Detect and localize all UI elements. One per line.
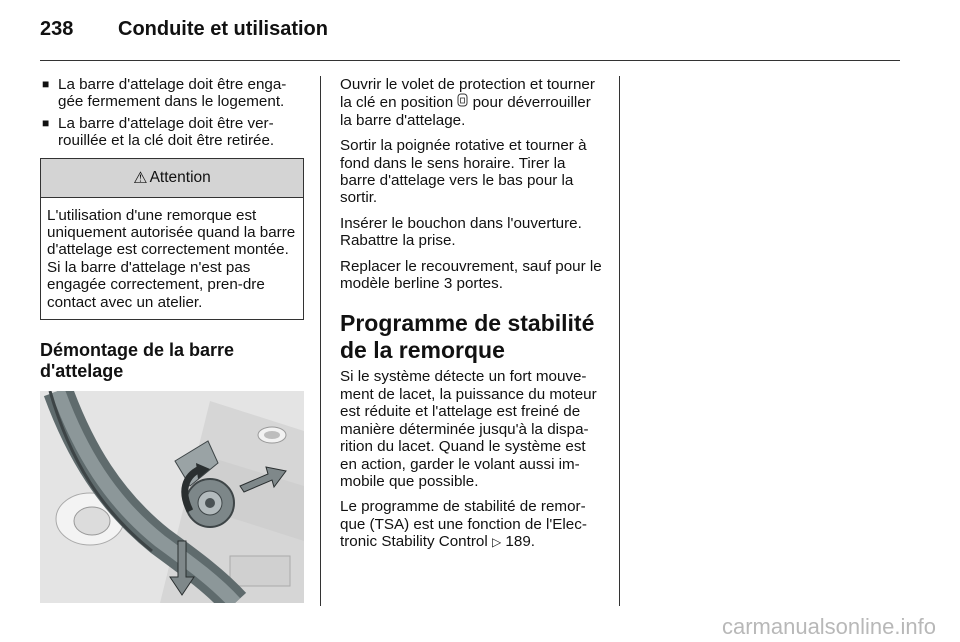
page-number: 238: [40, 18, 74, 40]
section-heading: Programme de stabilité de la remorque: [340, 310, 595, 364]
column-left: [40, 76, 304, 603]
page-reference-link[interactable]: 189.: [505, 533, 535, 551]
cross-reference-icon: ▷: [491, 535, 502, 550]
paragraph: Si le système détecte un fort mouve-ment de lacet, la puissance du moteur est réduite et l'attelage est freiné de manière déterminée jusqu'à la dispa-rition du lacet. Quand le système est en action, garder le volant aussi im-mobile que possible.: [340, 368, 597, 490]
header-rule: [40, 60, 900, 61]
attention-header: [41, 159, 303, 198]
paragraph: Replacer le recouvrement, sauf pour le modèle berline 3 portes.: [340, 257, 602, 293]
key-unlock-icon: [457, 93, 468, 111]
warning-icon: ⚠: [133, 169, 148, 187]
bullet-list: [40, 76, 304, 150]
paragraph: Insérer le bouchon dans l'ouverture. Rabattre la prise.: [340, 214, 582, 250]
column-divider-left: [320, 76, 321, 606]
column-right: [340, 76, 604, 560]
list-item: ■ La barre d'attelage doit être ver-rouillée et la clé doit être retirée.: [42, 114, 275, 150]
bullet-square-icon: ■: [42, 77, 50, 91]
list-item: ■ La barre d'attelage doit être enga-gée fermement dans le logement.: [42, 76, 287, 111]
towbar-removal-illustration: [40, 391, 304, 603]
attention-text: L'utilisation d'une remorque est uniquement autorisée quand la barre d'attelage est correctement montée. Si la barre d'attelage n'est pas engagée correctement, pren-dre contact avec un atelier.: [47, 206, 296, 311]
attention-title: Attention: [149, 168, 211, 186]
section-heading: Démontage de la barre d'attelage: [40, 340, 235, 382]
paragraph: Sortir la poignée rotative et tourner à fond dans le sens horaire. Tirer la barre d'attelage vers le bas pour la sortir.: [340, 137, 587, 207]
paragraph: Le programme de stabilité de remor-que (TSA) est une fonction de l'Elec-tronic Stability Control ▷ 189.: [340, 498, 587, 551]
column-divider-right: [619, 76, 620, 606]
page-header: [40, 18, 328, 46]
paragraph: Ouvrir le volet de protection et tourner la clé en position pour déverrouiller la barre d'attelage.: [340, 76, 595, 129]
bullet-square-icon: ■: [42, 115, 50, 130]
page-title: Conduite et utilisation: [118, 18, 328, 40]
watermark: carmanualsonline.info: [721, 614, 936, 639]
attention-box: [40, 158, 304, 320]
